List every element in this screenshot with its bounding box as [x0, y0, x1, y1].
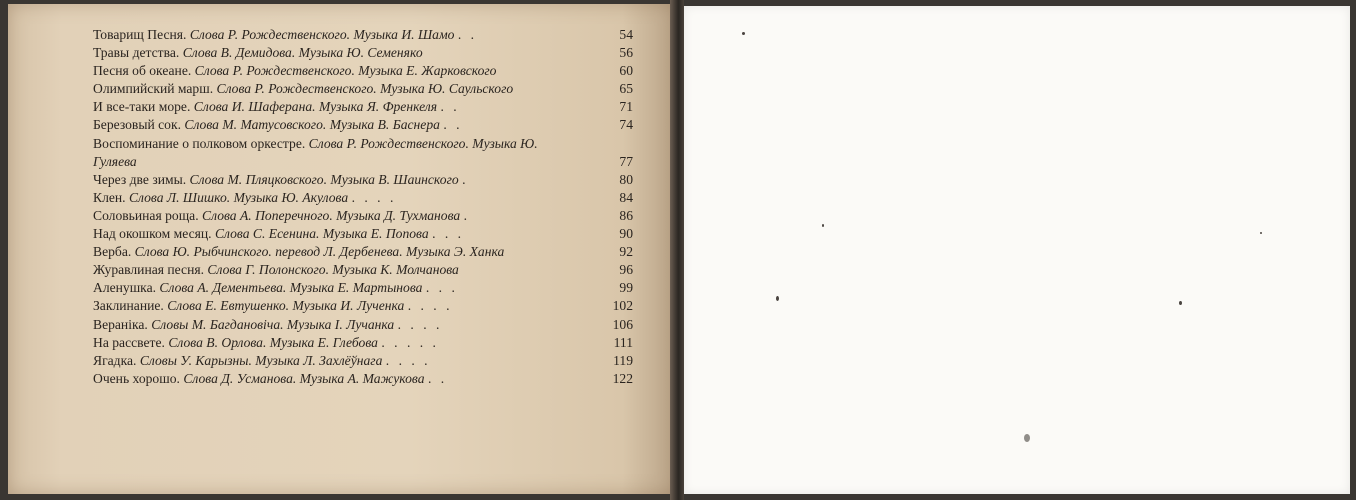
leader-dots: . . . .	[385, 352, 431, 368]
leader-dots: . .	[427, 370, 448, 386]
song-title: Над окошком месяц.	[93, 226, 212, 242]
toc-entry-text	[93, 116, 638, 134]
page-number: 60	[619, 63, 633, 79]
song-credits: Слова Р. Рождественского. Музыка Е. Жарковского	[194, 63, 497, 79]
toc-entry	[93, 207, 638, 225]
song-credits: Слова А. Дементьева. Музыка Е. Мартынова	[159, 280, 423, 296]
toc-entry	[93, 352, 638, 370]
page-number: 92	[619, 244, 633, 260]
toc-entry-text	[93, 80, 638, 98]
toc-entry-text	[93, 334, 638, 352]
toc-entry	[93, 316, 638, 334]
page-number: 106	[612, 316, 633, 332]
page-number: 74	[619, 117, 633, 133]
song-title: Соловьиная роща.	[93, 207, 199, 223]
toc-entry-text	[93, 279, 638, 297]
paper-speck	[1024, 434, 1030, 442]
right-page-blank	[684, 6, 1350, 494]
song-title: Вераніка.	[93, 316, 148, 332]
song-credits: Слова Ю. Рыбчинского. перевод Л. Дербенева. Музыка Э. Ханка	[134, 244, 505, 260]
song-credits: Слова М. Матусовского. Музыка В. Баснера	[184, 117, 440, 133]
song-title: Журавлиная песня.	[93, 262, 205, 278]
toc-entry-text	[93, 98, 638, 116]
song-title: Березовый сок.	[93, 117, 181, 133]
song-credits: Слова А. Поперечного. Музыка Д. Тухманова	[202, 207, 461, 223]
toc-entry	[93, 62, 638, 80]
leader-dots: . . .	[432, 226, 465, 242]
toc-entry	[93, 171, 638, 189]
page-number: 65	[619, 81, 633, 97]
toc-entry-text	[93, 225, 638, 243]
page-number: 80	[619, 171, 633, 187]
song-credits: Словы У. Карызны. Музыка Л. Захлёўнага	[139, 352, 383, 368]
song-title: Аленушка.	[93, 280, 157, 296]
toc-entry	[93, 80, 638, 98]
song-title: Клен.	[93, 189, 126, 205]
toc-entry	[93, 189, 638, 207]
song-credits: Слова Д. Усманова. Музыка А. Мажукова	[183, 370, 425, 386]
table-of-contents	[93, 26, 638, 388]
song-title: И все-таки море.	[93, 99, 191, 115]
page-number: 111	[613, 334, 633, 350]
page-number: 86	[619, 207, 633, 223]
song-credits: Слова В. Орлова. Музыка Е. Глебова	[168, 334, 378, 350]
left-page	[8, 4, 676, 494]
paper-speck	[822, 224, 824, 227]
song-title: Заклинание.	[93, 298, 164, 314]
toc-entry	[93, 297, 638, 315]
song-credits: Слова Р. Рождественского. Музыка Ю. Саульского	[216, 81, 514, 97]
book-gutter	[670, 0, 684, 500]
page-number: 99	[619, 280, 633, 296]
leader-dots: . .	[440, 99, 460, 115]
leader-dots: .	[462, 171, 469, 187]
song-credits: Слова С. Есенина. Музыка Е. Попова	[214, 226, 429, 242]
song-title: Травы детства.	[93, 45, 180, 61]
toc-entry-text	[93, 261, 638, 279]
toc-entry-text	[93, 135, 638, 171]
page-number: 90	[619, 226, 633, 242]
paper-speck	[1260, 232, 1262, 234]
page-number: 96	[619, 262, 633, 278]
leader-dots: . . . .	[397, 316, 443, 332]
page-number: 119	[613, 352, 633, 368]
song-credits: Слова Л. Шишко. Музыка Ю. Акулова	[128, 189, 349, 205]
song-title: На рассвете.	[93, 334, 165, 350]
leader-dots: . . . . .	[381, 334, 439, 350]
toc-entry	[93, 261, 638, 279]
page-number: 77	[619, 153, 633, 169]
leader-dots: . . . .	[351, 189, 397, 205]
toc-entry-text	[93, 207, 638, 225]
song-credits: Слова Р. Рождественского. Музыка Ю. Гуляева	[93, 135, 538, 169]
song-title: Олимпийский марш.	[93, 81, 214, 97]
song-credits: Слова Р. Рождественского. Музыка И. Шамо	[189, 27, 455, 42]
toc-entry	[93, 26, 638, 44]
toc-entry	[93, 44, 638, 62]
song-credits: Слова Е. Евтушенко. Музыка И. Лученка	[167, 298, 405, 314]
paper-speck	[742, 32, 745, 35]
song-credits: Слова М. Пляцковского. Музыка В. Шаинского	[189, 171, 459, 187]
leader-dots: . .	[457, 27, 478, 42]
leader-dots: .	[463, 207, 471, 223]
song-credits: Словы М. Багдановіча. Музыка І. Лучанка	[151, 316, 395, 332]
song-title: Верба.	[93, 244, 132, 260]
toc-entry-text	[93, 352, 638, 370]
toc-entry	[93, 334, 638, 352]
page-number: 71	[619, 99, 633, 115]
toc-entry-text	[93, 44, 638, 62]
page-number: 56	[619, 45, 633, 61]
song-title: Песня об океане.	[93, 63, 192, 79]
leader-dots: . . . .	[407, 298, 453, 314]
paper-speck	[1179, 301, 1182, 305]
toc-entry	[93, 98, 638, 116]
song-credits: Слова В. Демидова. Музыка Ю. Семеняко	[182, 45, 423, 61]
page-number: 84	[619, 189, 633, 205]
leader-dots: . . .	[425, 280, 458, 296]
song-title: Ягадка.	[93, 352, 137, 368]
toc-entry-text	[93, 171, 638, 189]
toc-entry	[93, 225, 638, 243]
song-title: Через две зимы.	[93, 171, 187, 187]
paper-speck	[776, 296, 779, 301]
page-number: 54	[619, 27, 633, 42]
toc-entry-text	[93, 316, 638, 334]
song-title: Товарищ Песня.	[93, 27, 187, 42]
toc-entry-text	[93, 297, 638, 315]
toc-entry-text	[93, 62, 638, 80]
toc-entry	[93, 370, 638, 388]
toc-entry	[93, 243, 638, 261]
toc-entry	[93, 116, 638, 134]
page-number: 102	[612, 298, 633, 314]
toc-entry-text	[93, 370, 638, 388]
page-number: 122	[612, 370, 633, 386]
song-credits: Слова И. Шаферана. Музыка Я. Френкеля	[193, 99, 438, 115]
song-title: Воспоминание о полковом оркестре.	[93, 135, 306, 151]
song-title: Очень хорошо.	[93, 370, 180, 386]
toc-entry	[93, 135, 638, 171]
toc-entry-text	[93, 189, 638, 207]
toc-entry-text	[93, 243, 638, 261]
leader-dots: . .	[443, 117, 463, 133]
song-credits: Слова Г. Полонского. Музыка К. Молчанова	[207, 262, 459, 278]
toc-entry	[93, 279, 638, 297]
toc-entry-text	[93, 26, 638, 44]
